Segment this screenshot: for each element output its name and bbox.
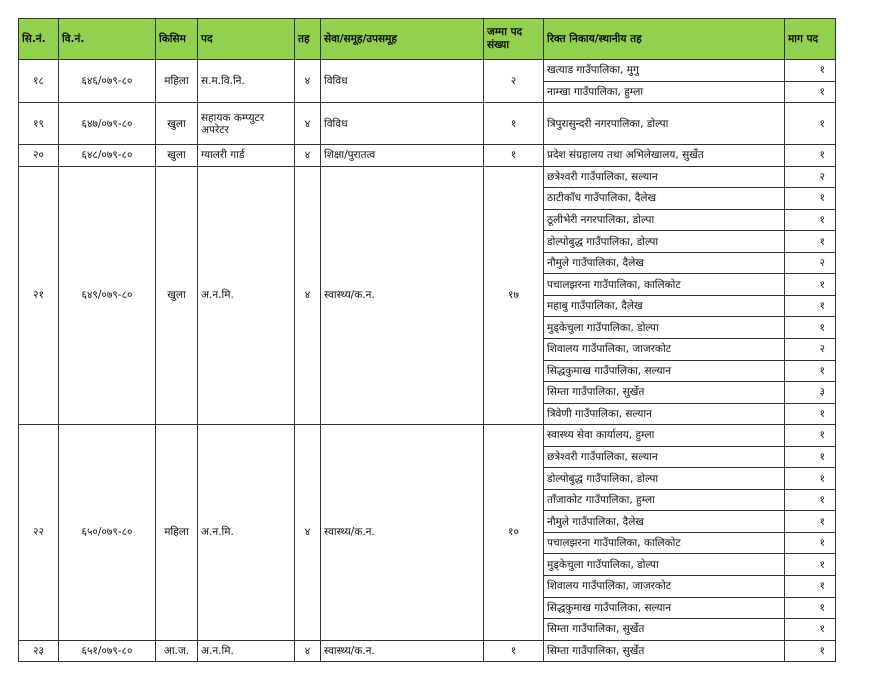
demand-posts-cell: १ [785, 209, 836, 231]
demand-posts-cell: १ [785, 317, 836, 339]
position-cell: ग्यालरी गार्ड [198, 145, 295, 167]
demand-posts-cell: १ [785, 145, 836, 167]
table-row [19, 103, 836, 145]
level-cell: ४ [295, 145, 321, 167]
header-row [19, 19, 836, 60]
demand-posts-cell: १ [785, 532, 836, 554]
total-posts-cell: १ [484, 640, 544, 662]
table-row [19, 640, 836, 662]
col-header-total: जम्मा पद संख्या [484, 19, 544, 60]
category-cell: खुला [156, 145, 198, 167]
table-row [19, 425, 836, 447]
col-header-sn: सि.नं. [19, 19, 59, 60]
demand-posts-cell: १ [785, 295, 836, 317]
office-cell: पचालझरना गाउँपालिका, कालिकोट [544, 532, 785, 554]
serial-number-cell: २२ [19, 425, 59, 640]
demand-posts-cell: २ [785, 252, 836, 274]
vacancy-table [18, 18, 836, 662]
service-group-cell: विविध [321, 60, 484, 103]
advertisement-number-cell: ६४८/०७९-८० [59, 145, 156, 167]
office-cell: छत्रेश्वरी गाउँपालिका, सल्यान [544, 166, 785, 188]
service-group-cell: स्वास्थ्य/क.न. [321, 425, 484, 640]
demand-posts-cell: १ [785, 360, 836, 382]
category-cell: महिला [156, 425, 198, 640]
office-cell: पचालझरना गाउँपालिका, कालिकोट [544, 274, 785, 296]
total-posts-cell: १ [484, 145, 544, 167]
demand-posts-cell: १ [785, 446, 836, 468]
category-cell: आ.ज. [156, 640, 198, 662]
level-cell: ४ [295, 425, 321, 640]
position-cell: अ.न.मि. [198, 640, 295, 662]
office-cell: सिद्धकुमाख गाउँपालिका, सल्यान [544, 597, 785, 619]
level-cell: ४ [295, 640, 321, 662]
col-header-office: रिक्त निकाय/स्थानीय तह [544, 19, 785, 60]
demand-posts-cell: २ [785, 166, 836, 188]
office-cell: स्वास्थ्य सेवा कार्यालय, हुम्ला [544, 425, 785, 447]
office-cell: शिवालय गाउँपालिका, जाजरकोट [544, 576, 785, 598]
table-row [19, 166, 836, 188]
office-cell: डोल्पोबुद्ध गाउँपालिका, डोल्पा [544, 231, 785, 253]
office-cell: ताँजाकोट गाउँपालिका, हुम्ला [544, 489, 785, 511]
total-posts-cell: १० [484, 425, 544, 640]
position-cell: स.म.वि.नि. [198, 60, 295, 103]
demand-posts-cell: २ [785, 339, 836, 361]
serial-number-cell: १८ [19, 60, 59, 103]
demand-posts-cell: १ [785, 403, 836, 425]
office-cell: मुड्केचुला गाउँपालिका, डोल्पा [544, 554, 785, 576]
demand-posts-cell: १ [785, 231, 836, 253]
demand-posts-cell: १ [785, 554, 836, 576]
office-cell: खत्याड गाउँपालिका, मुगु [544, 60, 785, 82]
total-posts-cell: १७ [484, 166, 544, 425]
demand-posts-cell: १ [785, 103, 836, 145]
position-cell: सहायक कम्प्युटर अपरेटर [198, 103, 295, 145]
position-cell: अ.न.मि. [198, 425, 295, 640]
office-cell: सिम्ता गाउँपालिका, सुर्खेत [544, 382, 785, 404]
level-cell: ४ [295, 166, 321, 425]
office-cell: सिद्धकुमाख गाउँपालिका, सल्यान [544, 360, 785, 382]
demand-posts-cell: १ [785, 619, 836, 641]
service-group-cell: शिक्षा/पुरातत्व [321, 145, 484, 167]
total-posts-cell: २ [484, 60, 544, 103]
demand-posts-cell: १ [785, 468, 836, 490]
position-cell: अ.न.मि. [198, 166, 295, 425]
office-cell: सिम्ता गाउँपालिका, सुर्खेत [544, 619, 785, 641]
service-group-cell: स्वास्थ्य/क.न. [321, 640, 484, 662]
demand-posts-cell: १ [785, 188, 836, 210]
office-cell: ठाटीकाँध गाउँपालिका, दैलेख [544, 188, 785, 210]
col-header-pad: पद [198, 19, 295, 60]
office-cell: शिवालय गाउँपालिका, जाजरकोट [544, 339, 785, 361]
serial-number-cell: १९ [19, 103, 59, 145]
office-cell: त्रिपुरासुन्दरी नगरपालिका, डोल्पा [544, 103, 785, 145]
serial-number-cell: २१ [19, 166, 59, 425]
demand-posts-cell: १ [785, 489, 836, 511]
advertisement-number-cell: ६५०/०७९-८० [59, 425, 156, 640]
service-group-cell: विविध [321, 103, 484, 145]
office-cell: त्रिवेणी गाउँपालिका, सल्यान [544, 403, 785, 425]
demand-posts-cell: १ [785, 511, 836, 533]
office-cell: नौमुले गाउँपालिका, दैलेख [544, 252, 785, 274]
table-row [19, 145, 836, 167]
category-cell: खुला [156, 166, 198, 425]
col-header-kisim: किसिम [156, 19, 198, 60]
office-cell: नौमुले गाउँपालिका, दैलेख [544, 511, 785, 533]
office-cell: नाम्खा गाउँपालिका, हुम्ला [544, 81, 785, 103]
col-header-taha: तह [295, 19, 321, 60]
demand-posts-cell: १ [785, 274, 836, 296]
demand-posts-cell: १ [785, 425, 836, 447]
category-cell: खुला [156, 103, 198, 145]
advertisement-number-cell: ६४९/०७९-८० [59, 166, 156, 425]
service-group-cell: स्वास्थ्य/क.न. [321, 166, 484, 425]
col-header-sewa: सेवा/समूह/उपसमूह [321, 19, 484, 60]
advertisement-number-cell: ६४७/०७९-८० [59, 103, 156, 145]
demand-posts-cell: १ [785, 640, 836, 662]
office-cell: छत्रेश्वरी गाउँपालिका, सल्यान [544, 446, 785, 468]
advertisement-number-cell: ६५१/०७९-८० [59, 640, 156, 662]
demand-posts-cell: ३ [785, 382, 836, 404]
col-header-demand: माग पद [785, 19, 836, 60]
serial-number-cell: २० [19, 145, 59, 167]
office-cell: मुड्केचुला गाउँपालिका, डोल्पा [544, 317, 785, 339]
office-cell: डोल्पोबुद्ध गाउँपालिका, डोल्पा [544, 468, 785, 490]
level-cell: ४ [295, 103, 321, 145]
office-cell: सिम्ता गाउँपालिका, सुर्खेत [544, 640, 785, 662]
level-cell: ४ [295, 60, 321, 103]
demand-posts-cell: १ [785, 60, 836, 82]
demand-posts-cell: १ [785, 81, 836, 103]
table-row [19, 60, 836, 82]
serial-number-cell: २३ [19, 640, 59, 662]
table-body [19, 60, 836, 662]
office-cell: ठूलीभेरी नगरपालिका, डोल्पा [544, 209, 785, 231]
col-header-vn: वि.नं. [59, 19, 156, 60]
category-cell: महिला [156, 60, 198, 103]
advertisement-number-cell: ६४६/०७९-८० [59, 60, 156, 103]
total-posts-cell: १ [484, 103, 544, 145]
office-cell: प्रदेश संग्रहालय तथा अभिलेखालय, सुर्खेत [544, 145, 785, 167]
demand-posts-cell: १ [785, 576, 836, 598]
office-cell: महाबु गाउँपालिका, दैलेख [544, 295, 785, 317]
demand-posts-cell: १ [785, 597, 836, 619]
